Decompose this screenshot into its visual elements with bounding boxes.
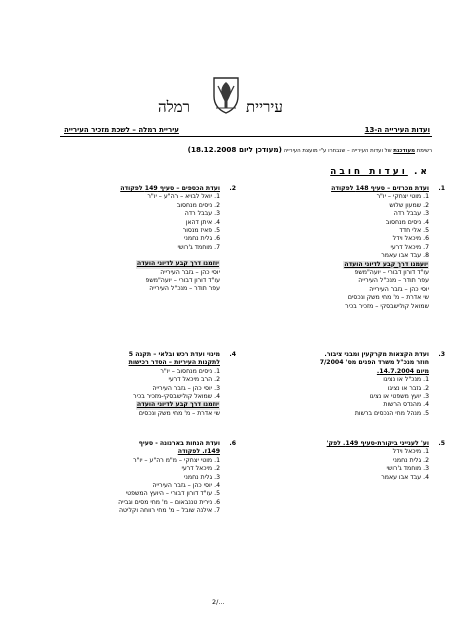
list-item: 1. מיכאל וידל <box>392 448 429 456</box>
list-item: 3. עבבל רדה <box>184 210 220 218</box>
list-item: 2. גלית נחמני <box>393 456 429 464</box>
list-item: 8. עבד אבו עאמר <box>381 252 429 260</box>
header-office: עיריית רמלה – לשכת מזכיר העירייה <box>64 126 179 134</box>
committee-title-line2: חוזר מנכ"ל משרד הפנים מס' 7/2004 <box>319 359 429 367</box>
list-item: 7. מיכאל דרעי <box>390 243 429 251</box>
list-item: 4. יוסי כהן – גזבר העירייה <box>152 482 220 490</box>
list-item: 3. גלית נחמני <box>184 473 220 481</box>
list-item: 6. גלית נחמני <box>184 235 220 243</box>
update-date: (מעודכן ליום 18.12.2008) <box>187 145 282 154</box>
committee-title: ועדת הכספים – סעיף 149 לפקודה <box>120 185 220 192</box>
list-item: 5. פאיז מנסור <box>182 227 220 235</box>
list-item: 2. מיכאל דרעי <box>181 465 220 473</box>
list-item: 7. מוחמד ג'רושי <box>177 243 220 251</box>
list-item: שמואל קולישבסקי – מזכיר בכיר <box>345 302 429 310</box>
list-item: 3. עבבל רדה <box>393 210 429 218</box>
list-item: 7. אילנה שובל – מ' מחי רווחה וקליטה <box>119 507 220 515</box>
list-item: שי אדרת – מ' מחי משק ונכסים <box>138 409 220 417</box>
advisor-list <box>239 269 429 311</box>
list-item: שי אדרת – מ' מחי משק ונכסים <box>347 294 429 302</box>
advisors-heading: יוזמנו דרך קבע לדיוני הועדה <box>136 260 219 268</box>
member-list <box>239 376 429 418</box>
list-item: יוסי כהן – גזבר העירייה <box>160 268 220 276</box>
committee-land-allocation: 3. ועדת הקצאות מקרקעין ומבני ציבור. חוזר מנכ"ל משרד הפנים מס' 7/2004 מיום 14.7.2004. 1. מנכ"ל או נציגו 2. גזבר או נציגו 3. יועץ משפטי או נציגו 4. מהנדס הרשות 5. מנהל מחי הנכסים ברשות <box>239 351 429 418</box>
list-item: 4. ניסים מנחסוב <box>385 218 429 226</box>
advisors-heading: יוזמנו דרך קבע לדיוני הועדה <box>136 401 219 409</box>
advisor-list <box>25 269 220 294</box>
list-item: עו"ד דורון דבורי – יועה"משפ <box>354 269 429 277</box>
list-item: 1. יואל לבויא – רה"ע – יו"ר <box>147 193 220 201</box>
committee-title: ועדת מכרזים – סעיף 148 לפקודה <box>331 185 429 192</box>
committee-tax-discounts: 6. ועדת הנחות בארנונה - סעיף 149ז. לפקודה 1. מוטי יצחקי – מ"מ רה"ע – יו"ר 2. מיכאל דרעי 3. גלית נחמני 4. יוסי כהן – גזבר העירייה 5. עו"ד דורון דבורי – היועץ המשפטי 6. נירית טננבאום – מ' מחי מסים וגבייה 7. אילנה שובל – מ' מחי רווחה וקליטה <box>25 440 220 516</box>
committee-audit: 5. וע' לענייני ביקורת-סעיף 149. לפק' 1. מיכאל וידל 2. גלית נחמני 3. מוחמד ג'רושי 4. עבד אבו עאמר <box>239 440 429 482</box>
list-item: 1. מוטי יצחקי – יו"ר <box>376 193 429 201</box>
member-list <box>25 457 220 516</box>
header-committees: ועדות העירייה ה-13 <box>364 126 430 134</box>
list-item: 1. מוטי יצחקי – מ"מ רה"ע – יו"ר <box>133 456 220 464</box>
committee-procurement: 4. מינוי ועדת רכש ובלאי – תקנה 5 לתקנות העיריות – הסדר רכישות 1. ניסים מנחסוב – יו"ר 2. הרב מיכאל דרעי 3. יוסי כהן – גזבר העירייה 4. שמואל קולישבסקי-מזכיר בכיר יוזמנו דרך קבע לדיוני הועדה שי אדרת – מ' מחי משק ונכסים <box>25 351 220 418</box>
city-emblem-icon <box>211 74 241 114</box>
list-item: 4. שמואל קולישבסקי-מזכיר בכיר <box>133 393 220 401</box>
list-item: עו"ד דורון דבורי – יועה"משפ <box>145 277 220 285</box>
section-heading: א. ועדות חובה <box>330 167 430 177</box>
list-item: 2. ניסים מנחסוב <box>176 201 220 209</box>
member-list <box>25 193 220 252</box>
list-item: 4. מהנדס הרשות <box>383 401 429 409</box>
member-list <box>25 368 220 402</box>
list-item: 1. מנכ"ל או נציגו <box>383 376 429 384</box>
list-item: 3. מוחמד ג'רושי <box>386 465 429 473</box>
committee-title-line3: מיום 14.7.2004. <box>376 367 429 375</box>
committee-title: ועדת הקצאות מקרקעין ומבני ציבור. <box>324 351 429 358</box>
document-subtitle: רשימת מעודכנת של ועדות העירייה – שנבחרו ע"י מועצת העירייה (מעודכן ליום 18.12.2008) <box>187 145 432 154</box>
list-item: עפר תודר – מנכ"ל העירייה <box>358 277 429 285</box>
list-item: יוסי כהן – גזבר העירייה <box>369 285 429 293</box>
committee-title-line2: לתקנות העיריות – הסדר רכישות <box>128 359 220 367</box>
list-item: עפר תודר – מנכ"ל העירייה <box>149 285 220 293</box>
list-item: 5. עו"ד דורון דבורי – היועץ המשפטי <box>125 490 220 498</box>
committee-tenders: 1. ועדת מכרזים – סעיף 148 לפקודה 1. מוטי יצחקי – יו"ר 2. שמעון שלוש 3. עבבל רדה 4. ניסים מנחסוב 5. אלי חדד 6. מיכאל וידל 7. מיכאל דרעי 8. עבד אבו עאמר יועמנו דרך קבע לדיוני הועדה עו"ד דורון דבורי – יועה"משפ עפר תודר – מנכ"ל העירייה יוסי כהן – גזבר העירייה שי אדרת – מ' מחי משק ונכסים שמואל קולישבסקי – מזכיר בכיר <box>239 185 429 311</box>
list-item: 5. מנהל מחי הנכסים ברשות <box>354 409 429 417</box>
committee-title: ועדת הנחות בארנונה - סעיף <box>138 440 220 447</box>
header-divider <box>60 136 432 137</box>
list-item: 4. עבד אבו עאמר <box>381 473 429 481</box>
municipality-logo <box>0 74 452 124</box>
member-list <box>239 448 429 482</box>
logo-word-municipality: עיריית <box>246 98 283 116</box>
list-item: 1. ניסים מנחסוב – יו"ר <box>160 367 220 375</box>
page-number: 2/... <box>212 598 225 606</box>
list-item: 3. יועץ משפטי או נציגו <box>369 393 429 401</box>
list-item: 2. שמעון שלוש <box>389 201 429 209</box>
list-item: 6. נירית טננבאום – מ' מחי מסים וגבייה <box>118 498 220 506</box>
committee-finance: 2. ועדת הכספים – סעיף 149 לפקודה 1. יואל לבויא – רה"ע – יו"ר 2. ניסים מנחסוב 3. עבבל רדה 4. איתן דהאן 5. פאיז מנסור 6. גלית נחמני 7. מוחמד ג'רושי יוזמנו דרך קבע לדיוני הועדה יוסי כהן – גזבר העירייה עו"ד דורון דבורי – יועה"משפ עפר תודר – מנכ"ל העירייה <box>25 185 220 294</box>
list-item: 3. יוסי כהן – גזבר העירייה <box>152 384 220 392</box>
list-item: 2. הרב מיכאל דרעי <box>168 376 220 384</box>
list-item: 2. גזבר או נציגו <box>387 384 429 392</box>
logo-word-ramla: רמלה <box>158 98 190 116</box>
advisor-list <box>25 410 220 418</box>
list-item: 5. אלי חדד <box>399 227 429 235</box>
committee-title: מינוי ועדת רכש ובלאי – תקנה 5 <box>128 351 220 358</box>
advisors-heading: יועמנו דרך קבע לדיוני הועדה <box>344 260 428 268</box>
committee-title: וע' לענייני ביקורת-סעיף 149. לפק' <box>326 440 429 447</box>
member-list <box>239 193 429 260</box>
committee-title-line2: 149ז. לפקודה <box>177 448 220 456</box>
list-item: 6. מיכאל וידל <box>392 235 429 243</box>
list-item: 4. איתן דהאן <box>185 218 220 226</box>
